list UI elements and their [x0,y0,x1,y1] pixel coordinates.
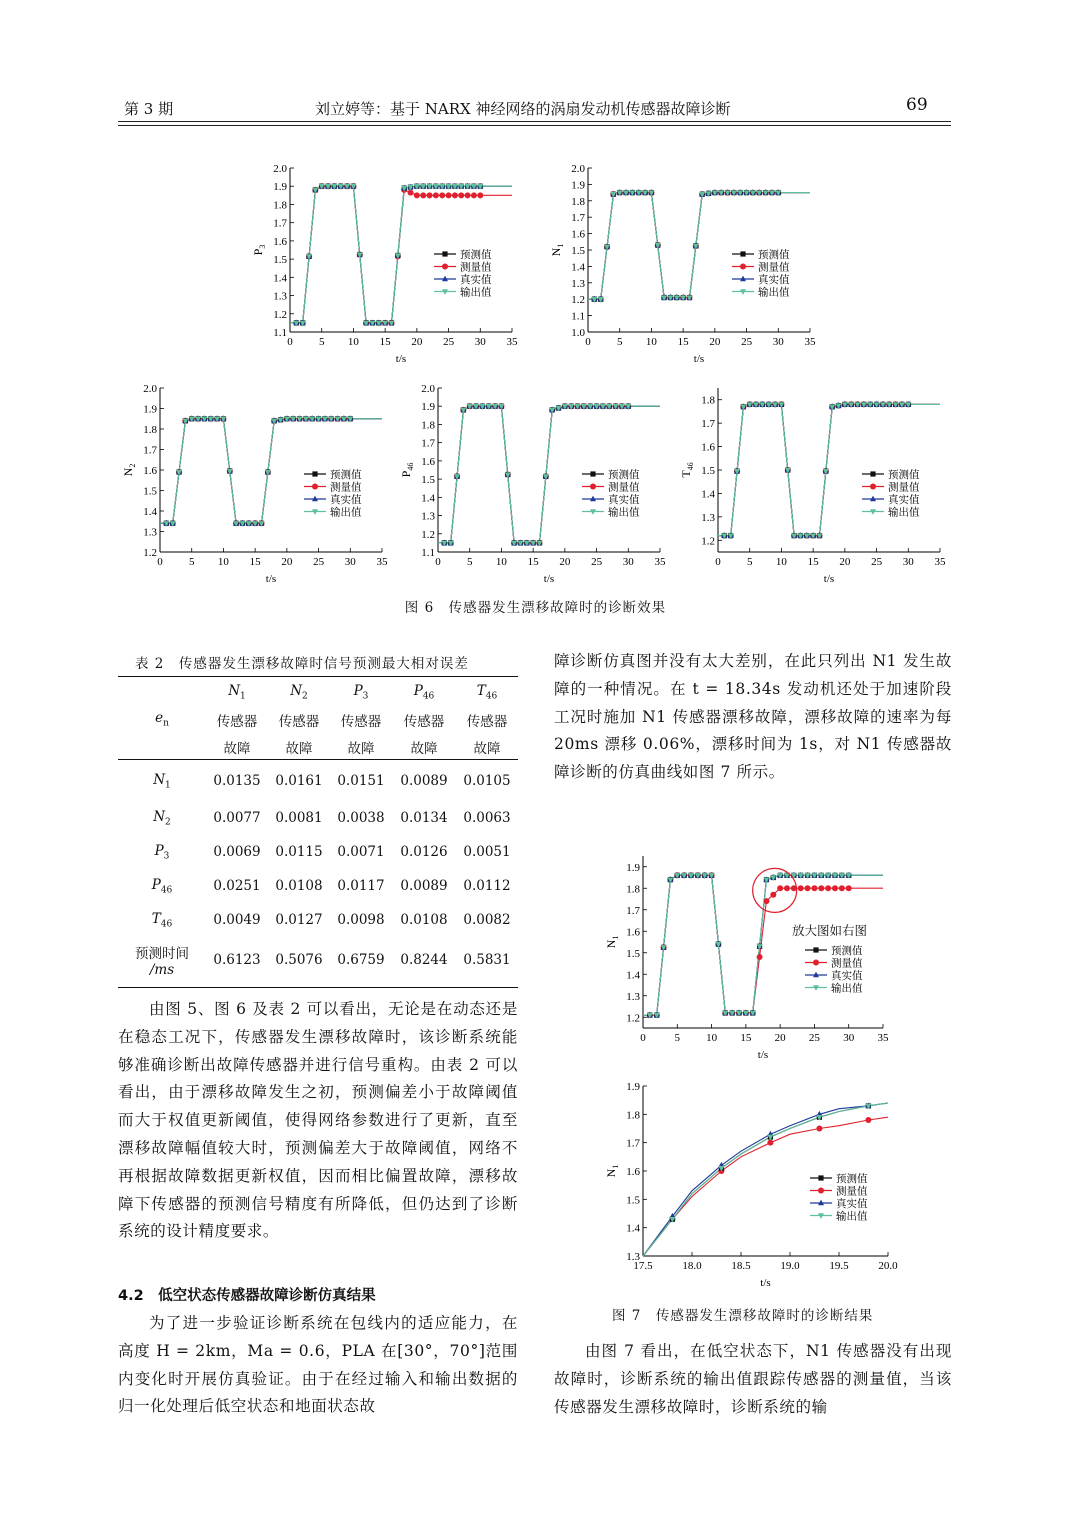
x-tick-label: 5 [188,556,195,568]
x-tick-label: 20 [559,556,571,568]
data-point [818,885,824,891]
page-number: 69 [906,95,928,115]
legend-marker [818,1175,823,1180]
y-tick-label: 1.5 [273,254,287,267]
legend-label: 真实值 [888,495,920,506]
y-tick-label: 1.8 [626,883,640,896]
table-bottom-rule [118,987,518,988]
y-tick-label: 1.4 [143,506,157,518]
x-tick-label: 10 [706,1032,718,1044]
y-tick-label: 1.6 [421,455,435,468]
x-tick-label: 15 [527,556,539,568]
data-point [777,885,783,891]
table-row-label: $P_{46}$ [151,876,173,896]
y-tick-label: 1.6 [143,465,157,477]
y-tick-label: 1.3 [626,1251,640,1263]
table-col-header: $P_{46}$ [413,682,435,702]
fig6-chart-t46 [678,380,958,592]
x-tick-label: 25 [313,556,325,568]
table-cell: 0.0161 [275,773,323,789]
x-tick-label: 20 [839,556,851,568]
fig6-chart-n1 [548,160,828,372]
table-cell: 0.6123 [213,952,261,968]
y-tick-label: 1.4 [421,492,435,505]
legend-marker [442,264,448,270]
table-cell: 0.0108 [400,912,448,928]
data-point [846,885,852,891]
left-column-2 [118,1310,518,1421]
data-point [446,192,452,198]
table2-caption: 表 2 传感器发生漂移故障时信号预测最大相对误差 [135,656,469,672]
legend-label: 预测值 [836,1174,868,1185]
table-cell: 0.0069 [213,844,261,860]
y-tick-label: 1.5 [571,245,585,257]
legend-label: 输出值 [460,287,492,299]
legend-label: 输出值 [330,507,362,519]
y-tick-label: 1.4 [626,1222,640,1235]
x-tick-label: 5 [466,556,473,568]
right-column [554,648,952,787]
y-tick-label: 1.6 [626,1166,640,1178]
left-column [118,996,518,1246]
x-tick-label: 20 [709,336,721,348]
legend-label: 真实值 [460,275,492,286]
x-axis-label: t/s [760,1277,771,1289]
fig6-chart-p3 [250,160,530,372]
legend-marker [870,484,876,490]
y-tick-label: 1.2 [143,547,157,559]
data-point [825,885,831,891]
y-tick-label: 1.3 [571,277,585,290]
y-tick-label: 1.4 [701,488,715,501]
data-point [839,885,845,891]
y-tick-label: 1.5 [626,1194,640,1207]
legend-marker [813,960,819,966]
y-tick-label: 1.2 [701,535,715,548]
table-row-label: 预测时间 /ms [135,946,189,978]
legend-label: 测量值 [460,262,492,274]
x-tick-label: 25 [871,556,883,568]
x-tick-label: 35 [934,556,946,568]
legend-marker [818,1213,824,1219]
x-tick-label: 0 [287,336,293,348]
y-axis-label: $N_1$ [604,1164,620,1178]
table-cell: 0.0082 [463,912,511,928]
table-row-label: $N_2$ [153,808,171,828]
table-cell: 0.0108 [275,878,323,894]
x-tick-label: 5 [616,336,623,348]
data-point [757,954,763,960]
table-row [118,801,518,835]
y-tick-label: 1.4 [626,969,640,982]
data-point [784,885,790,891]
x-tick-label: 19.0 [780,1260,800,1272]
y-tick-label: 1.2 [421,528,435,541]
y-tick-label: 1.2 [273,308,287,321]
x-tick-label: 5 [318,336,325,348]
table-cell: 0.0098 [337,912,385,928]
x-tick-label: 25 [591,556,603,568]
legend-marker [740,264,746,270]
y-tick-label: 1.4 [571,261,585,274]
table-cell: 0.8244 [400,952,448,968]
x-tick-label: 0 [715,556,721,568]
y-tick-label: 1.3 [143,526,157,539]
legend-label: 测量值 [888,482,920,494]
table-cell: 0.0077 [213,810,261,826]
table-cell: 0.0151 [337,773,385,789]
y-tick-label: 1.0 [571,327,585,339]
y-tick-label: 1.8 [626,1109,640,1122]
table-col-header-line1: 传感器 [216,713,258,730]
x-tick-label: 5 [674,1032,681,1044]
right-paragraph-2: 由图 7 看出，在低空状态下，N1 传感器没有出现故障时，诊断系统的输出值跟踪传感器的测量值，当该传感器发生漂移故障时，诊断系统的输 [554,1342,952,1416]
x-tick-label: 35 [654,556,666,568]
table-row [118,903,518,937]
table-corner: $e_n$ [155,710,169,729]
table-cell: 0.0134 [400,810,448,826]
x-tick-label: 20 [281,556,293,568]
y-tick-label: 1.5 [421,474,435,487]
y-axis-label: $P_3$ [251,244,267,256]
y-tick-label: 2.0 [421,383,435,395]
legend-label: 真实值 [831,971,863,982]
table-cell: 0.0049 [213,912,261,928]
x-tick-label: 30 [622,556,634,568]
y-tick-label: 1.2 [571,294,585,307]
y-tick-label: 1.5 [701,465,715,477]
y-tick-label: 1.7 [571,212,585,225]
x-tick-label: 10 [347,336,359,348]
table-cell: 0.0081 [275,810,323,826]
running-title: 刘立婷等：基于 NARX 神经网络的涡扇发动机传感器故障诊断 [315,100,731,118]
table-col-header-line1: 传感器 [278,713,320,730]
data-point [832,885,838,891]
table-row [118,761,518,801]
table2-grid [118,678,518,983]
fig7-caption: 图 7 传感器发生漂移故障时的诊断结果 [612,1308,874,1324]
legend-label: 预测值 [330,470,362,481]
table-col-header-line1: 传感器 [340,713,382,730]
table-row-label: $P_3$ [154,842,170,862]
x-tick-label: 10 [217,556,229,568]
x-tick-label: 0 [435,556,441,568]
data-point [798,885,804,891]
data-point [414,192,420,198]
data-point [465,192,471,198]
y-axis-label: $T_{46}$ [679,462,695,478]
x-tick-label: 15 [249,556,261,568]
legend-label: 真实值 [330,495,362,506]
y-tick-label: 1.6 [701,441,715,454]
table2 [118,678,518,983]
legend-marker [312,484,318,490]
legend-marker [312,471,317,476]
legend-label: 预测值 [831,946,863,957]
x-axis-label: t/s [693,353,705,365]
header-rule [118,121,951,122]
y-axis-label: $N_1$ [604,935,620,949]
x-tick-label: 15 [740,1032,752,1044]
table-cell: 0.6759 [337,952,385,968]
fig7-annotation: 放大图如右图 [792,923,868,938]
y-axis-label: $N_1$ [549,243,565,257]
table-cell: 0.5831 [463,952,511,968]
x-tick-label: 30 [344,556,356,568]
y-tick-label: 1.6 [626,926,640,939]
y-tick-label: 1.7 [701,418,715,431]
y-tick-label: 1.8 [143,424,157,436]
fig7-chart-full [598,848,908,1070]
table-cell: 0.0089 [400,878,448,894]
y-tick-label: 1.9 [571,179,585,192]
legend-label: 预测值 [460,250,492,261]
table-col-header-line2: 故障 [285,741,313,757]
table-cell: 0.0038 [337,810,385,826]
legend-marker [818,1200,824,1206]
y-tick-label: 2.0 [143,383,157,395]
x-tick-label: 25 [808,1032,820,1044]
legend-label: 输出值 [888,507,920,519]
data-point [433,192,439,198]
section-heading: 4.2 低空状态传感器故障诊断仿真结果 [118,1288,376,1304]
x-tick-label: 0 [640,1032,646,1044]
y-tick-label: 1.6 [273,235,287,248]
fig7-chart-zoom [598,1078,908,1293]
header-rule-thin [118,125,951,126]
left-paragraph-2: 为了进一步验证诊断系统在包线内的适应能力，在高度 H = 2km，Ma = 0.6，PLA 在[30°，70°]范围内变化时开展仿真验证。由于在经过输入和输出数据的归一化处理后低空状态和地面状态故 [118,1314,518,1416]
y-tick-label: 1.1 [571,310,585,323]
x-tick-label: 0 [585,336,591,348]
y-tick-label: 1.7 [626,1137,640,1150]
x-tick-label: 30 [902,556,914,568]
table-cell: 0.5076 [275,952,323,968]
legend-marker [442,251,447,256]
y-tick-label: 1.3 [273,290,287,303]
legend-label: 测量值 [330,482,362,494]
legend-label: 测量值 [608,482,640,494]
y-tick-label: 1.1 [421,547,435,559]
y-tick-label: 1.2 [626,1012,640,1025]
table-cell: 0.0126 [400,844,448,860]
legend-marker [870,471,875,476]
x-tick-label: 18.0 [682,1260,702,1272]
x-tick-label: 10 [495,556,507,568]
legend-label: 输出值 [836,1211,868,1223]
y-tick-label: 1.7 [421,437,435,450]
y-tick-label: 1.1 [273,327,287,339]
table-cell: 0.0112 [463,878,511,894]
legend-marker [740,251,745,256]
y-tick-label: 1.5 [626,947,640,960]
x-tick-label: 10 [645,336,657,348]
table-row-label: $N_1$ [153,771,171,791]
x-tick-label: 30 [843,1032,855,1044]
x-tick-label: 35 [376,556,388,568]
table-col-header-line2: 故障 [347,741,375,757]
x-tick-label: 25 [741,336,753,348]
table-row [118,835,518,869]
legend-marker [818,1188,824,1194]
y-tick-label: 1.8 [421,419,435,432]
y-tick-label: 1.6 [571,228,585,241]
x-axis-label: t/s [265,573,277,585]
y-tick-label: 1.9 [626,1081,640,1093]
table-col-header-line2: 故障 [223,741,251,757]
table-cell: 0.0127 [275,912,323,928]
y-tick-label: 1.9 [143,403,157,416]
data-point [471,192,477,198]
y-tick-label: 1.8 [273,199,287,212]
legend-label: 输出值 [758,287,790,299]
x-axis-label: t/s [543,573,555,585]
y-tick-label: 1.8 [701,394,715,407]
x-tick-label: 18.5 [731,1260,751,1272]
table-col-header: $N_1$ [228,682,246,702]
fig6-caption: 图 6 传感器发生漂移故障时的诊断效果 [404,600,667,616]
x-tick-label: 15 [807,556,819,568]
table-col-header-line2: 故障 [473,741,501,757]
data-point [420,192,426,198]
y-tick-label: 1.5 [143,485,157,498]
issue-number: 第 3 期 [124,100,174,118]
data-point [865,1117,871,1123]
y-axis-label: $P_{46}$ [399,462,415,478]
y-tick-label: 1.9 [626,861,640,874]
legend-label: 输出值 [831,983,863,995]
x-tick-label: 25 [443,336,455,348]
legend-marker [813,947,818,952]
x-tick-label: 19.5 [829,1260,849,1272]
table-cell: 0.0115 [275,844,323,860]
table-top-rule [118,676,518,677]
legend-label: 预测值 [888,470,920,481]
table-col-header-line1: 传感器 [466,713,508,730]
x-tick-label: 0 [157,556,163,568]
table-cell: 0.0071 [337,844,385,860]
table-col-header: $N_2$ [290,682,308,702]
x-tick-label: 10 [775,556,787,568]
data-point [477,192,483,198]
fig6-chart-p46 [398,380,678,592]
x-tick-label: 35 [506,336,518,348]
table-col-header: $T_{46}$ [476,682,498,702]
data-point [763,898,769,904]
y-tick-label: 1.7 [626,904,640,917]
y-tick-label: 1.3 [626,990,640,1003]
legend-label: 真实值 [608,495,640,506]
table-col-header-line1: 传感器 [403,713,445,730]
x-tick-label: 5 [746,556,753,568]
data-point [770,892,776,898]
data-point [452,192,458,198]
table-cell: 0.0117 [337,878,385,894]
table-row-time [118,937,518,983]
legend-label: 预测值 [758,250,790,261]
table-col-header: $P_3$ [353,682,369,702]
data-point [439,192,445,198]
y-tick-label: 1.4 [273,272,287,285]
table-cell: 0.0089 [400,773,448,789]
x-tick-label: 15 [677,336,689,348]
x-axis-label: t/s [757,1049,769,1061]
x-tick-label: 30 [772,336,784,348]
data-point [805,885,811,891]
table-cell: 0.0063 [463,810,511,826]
x-tick-label: 30 [474,336,486,348]
x-axis-label: t/s [395,353,407,365]
right-column-2 [554,1338,952,1421]
table-row-label: $T_{46}$ [151,910,173,930]
x-tick-label: 35 [877,1032,889,1044]
left-paragraph-1: 由图 5、图 6 及表 2 可以看出，无论是在动态还是在稳态工况下，传感器发生漂移故障时，该诊断系统能够准确诊断出故障传感器并进行信号重构。由表 2 可以看出，由于漂移故障发生之初，预测偏差小于故障阈值而大于权值更新阈值，使得网络参数进行了更新，直至漂移故障幅值较大时，预测偏差大于故障阈值，网络不再根据故障数据更新权值，因而相比偏置故障，漂移故障下传感器的预测信号精度有所降低，但仍达到了诊断系统的设计精度要求。 [118,1000,518,1241]
right-paragraph-1: 障诊断仿真图并没有太大差别，在此只列出 N1 发生故障的一种情况。在 t = 18.34s 发动机还处于加速阶段工况时施加 N1 传感器漂移故障，漂移故障的速率为每 20ms 漂移 0.06%，漂移时间为 1s，对 N1 传感器故障诊断的仿真曲线如图 7 所示。 [554,652,952,782]
data-point [767,1140,773,1146]
data-point [811,885,817,891]
x-tick-label: 20 [774,1032,786,1044]
data-point [816,1126,822,1132]
x-tick-label: 20.0 [878,1260,898,1272]
legend-marker [590,471,595,476]
legend-label: 预测值 [608,470,640,481]
x-tick-label: 15 [379,336,391,348]
x-axis-label: t/s [823,573,835,585]
x-tick-label: 35 [804,336,816,348]
y-tick-label: 1.7 [143,444,157,457]
legend-label: 真实值 [836,1199,868,1210]
table-cell: 0.0051 [463,844,511,860]
table-col-header-line2: 故障 [410,741,438,757]
legend-label: 测量值 [758,262,790,274]
y-tick-label: 1.9 [273,181,287,194]
x-tick-label: 20 [411,336,423,348]
y-tick-label: 1.3 [421,510,435,523]
legend-label: 真实值 [758,275,790,286]
table-cell: 0.0105 [463,773,511,789]
legend-label: 测量值 [831,958,863,970]
y-tick-label: 2.0 [273,163,287,175]
y-tick-label: 1.9 [421,401,435,414]
legend-marker [590,484,596,490]
table-row [118,869,518,903]
y-axis-label: $N_2$ [121,463,137,477]
legend-label: 输出值 [608,507,640,519]
legend-label: 测量值 [836,1186,868,1198]
data-point [427,192,433,198]
data-point [458,192,464,198]
table-cell: 0.0251 [213,878,261,894]
y-tick-label: 1.7 [273,217,287,230]
y-tick-label: 1.3 [701,511,715,524]
table-cell: 0.0135 [213,773,261,789]
fig6-chart-n2 [118,380,398,592]
x-tick-label: 17.5 [633,1260,653,1272]
y-tick-label: 2.0 [571,163,585,175]
y-tick-label: 1.8 [571,195,585,208]
